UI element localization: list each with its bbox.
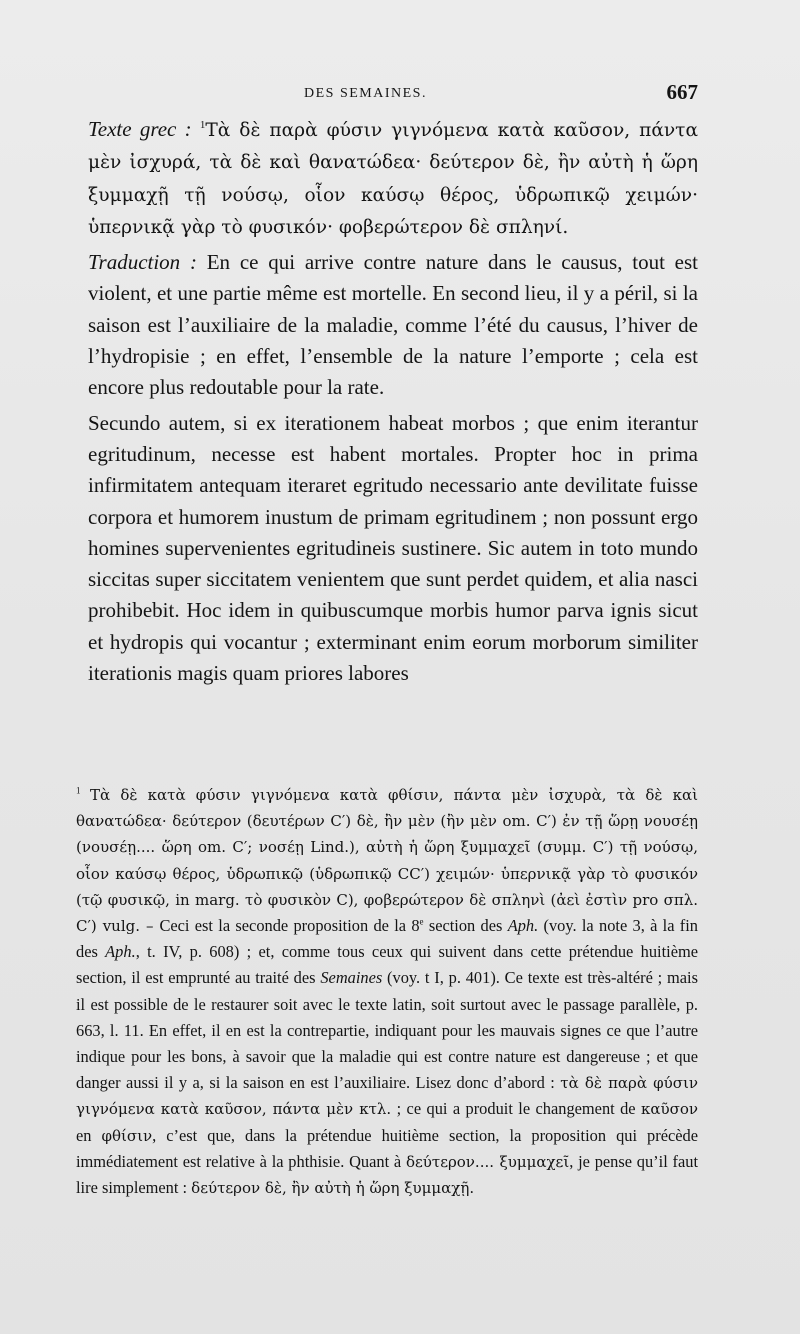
footnote-greek: Τὰ δὲ κατὰ φύσιν γιγνόμενα κατὰ φθίσιν, πάντα μὲν ἰσχυρὰ, τὰ δὲ καὶ θανατώδεα· δεύτερον (δευτέρων C′) δὲ, ἢν μὲν (ἢν μὲν om. C′) ἐν τῇ ὥρῃ νουσέῃ (νουσέῃ.... ὥρη om. C′; νοσέῃ Lind.), αὐτὴ ἡ ὥρη ξυμμαχεῖ (συμμ. C′) τῇ νούσῳ, οἷον καύσῳ θέρος, ὑδρωπικῷ (ὑδρωπικῷ CC′) χειμών· ὑπερνικᾷ γὰρ τὸ φυσικόν (τῷ φυσικῷ, in marg. τὸ φυσικὸν C), φοβερώτερον δὲ σπληνὶ (ἀεὶ ἐστὶν pro σπλ. C′) vulg. –	[76, 786, 698, 936]
footnote-text-7: en	[76, 1125, 102, 1145]
footnote-greek-2: τὰ δὲ παρὰ φύσιν γιγνόμενα κατὰ καῦσον, πάντα μὲν κτλ.	[76, 1074, 699, 1119]
translation-paragraph	[88, 247, 698, 403]
footnote-text-8: , c’est que, dans la prétendue huitième section, la proposition qui précède immédiatement est relative à la phthisie. Quant à	[76, 1125, 698, 1171]
footnote-text-1: Ceci est la seconde proposition de la 8	[159, 916, 420, 936]
greek-text-paragraph	[88, 114, 698, 243]
translation-label: Traduction :	[88, 250, 197, 275]
footnote-text-5: (voy. t I, p. 401). Ce texte est très-altéré ; mais il est possible de le restaurer soit avec le texte latin, soit surtout avec le passage parallèle, p. 663, l. 11. En effet, il en est la contrepartie, indiquant pour les mauvais signes ce que l’autre indique pour les bons, à savoir que la maladie qui est contre nature est dangereuse ; et que danger aussi il y a, si la saison en est l’auxiliaire. Lisez donc d’abord :	[76, 968, 698, 1093]
latin-paragraph: Secundo autem, si ex iterationem habeat morbos ; que enim iterantur egritudinum, necesse est habent mortales. Propter hoc in prima infirmitatem antequam iteraret egritudo necessario ante devilitate fuisse corpora et humorem inustum de primam egritudinem ; non possunt ergo homines supervenientes egritudineis sustinere. Sic autem in toto mundo siccitas super siccitatem venientem que sunt perdet quidem, et alia nasci prohibebit. Hoc idem in quibuscumque morbis humor parva ignis sicut et hydropis qui vocantur ; exterminant enim eorum morborum similiter iterationis magis quam priores labores	[88, 410, 698, 686]
footnote-greek-6: δεύτερον δὲ, ἢν αὐτὴ ἡ ὥρη ξυμμαχῇ.	[191, 1179, 475, 1198]
main-text	[88, 114, 698, 689]
footnote-text-6: ; ce qui a produit le changement de	[391, 1099, 641, 1119]
footnote-greek-4: φθίσιν	[101, 1126, 153, 1145]
footnote-text-9: , je pense qu’il faut lire simplement :	[76, 1151, 699, 1198]
footnote-semaines: Semaines	[320, 968, 383, 988]
footnote-text-4: , t. IV, p. 608) ; et, comme tous ceux qui suivent dans cette prétendue huitième section, il est emprunté au traité des	[76, 942, 698, 988]
running-head: DES SEMAINES.	[304, 86, 427, 101]
translation-text: En ce qui arrive contre nature dans le causus, tout est violent, et une partie même est mortelle. En second lieu, il y a péril, si la saison est l’auxiliaire de la maladie, comme l’été du causus, l’hiver de l’hydropisie ; en effet, l’ensemble de la nature l’emporte ; cela est encore plus redoutable pour la rate.	[88, 250, 699, 400]
footnote-greek-5: δεύτερον.... ξυμμαχεῖ	[405, 1152, 570, 1171]
footnote-greek-3: καῦσον	[640, 1100, 698, 1119]
footnote-ordinal-sup: e	[419, 916, 424, 927]
greek-text: Τὰ δὲ παρὰ φύσιν γιγνόμενα κατὰ καῦσον, πάντα μὲν ἰσχυρά, τὰ δὲ καὶ θανατώδεα· δεύτερον δὲ, ἢν αὐτὴ ἡ ὥρη ξυμμαχῇ τῇ νούσῳ, οἷον καύσῳ θέρος, ὑδρωπικῷ χειμών· ὑπερνικᾷ γὰρ τὸ φυσικόν· φοβερώτερον δὲ σπληνί.	[88, 120, 699, 238]
footnote	[76, 782, 698, 1201]
footnote-aph-2: Aph.	[105, 942, 136, 962]
footnote-reference: 1	[199, 119, 206, 131]
page-number: 667	[666, 80, 698, 104]
page-header	[88, 80, 698, 110]
footnote-text-2: section des	[423, 916, 508, 936]
footnote-marker: 1	[76, 785, 81, 796]
footnote-paragraph	[76, 782, 698, 1201]
greek-text-label: Texte grec :	[88, 117, 192, 141]
footnote-aph-1: Aph.	[507, 916, 539, 936]
footnote-text-3: (voy. la note 3, à la fin des	[76, 916, 699, 962]
